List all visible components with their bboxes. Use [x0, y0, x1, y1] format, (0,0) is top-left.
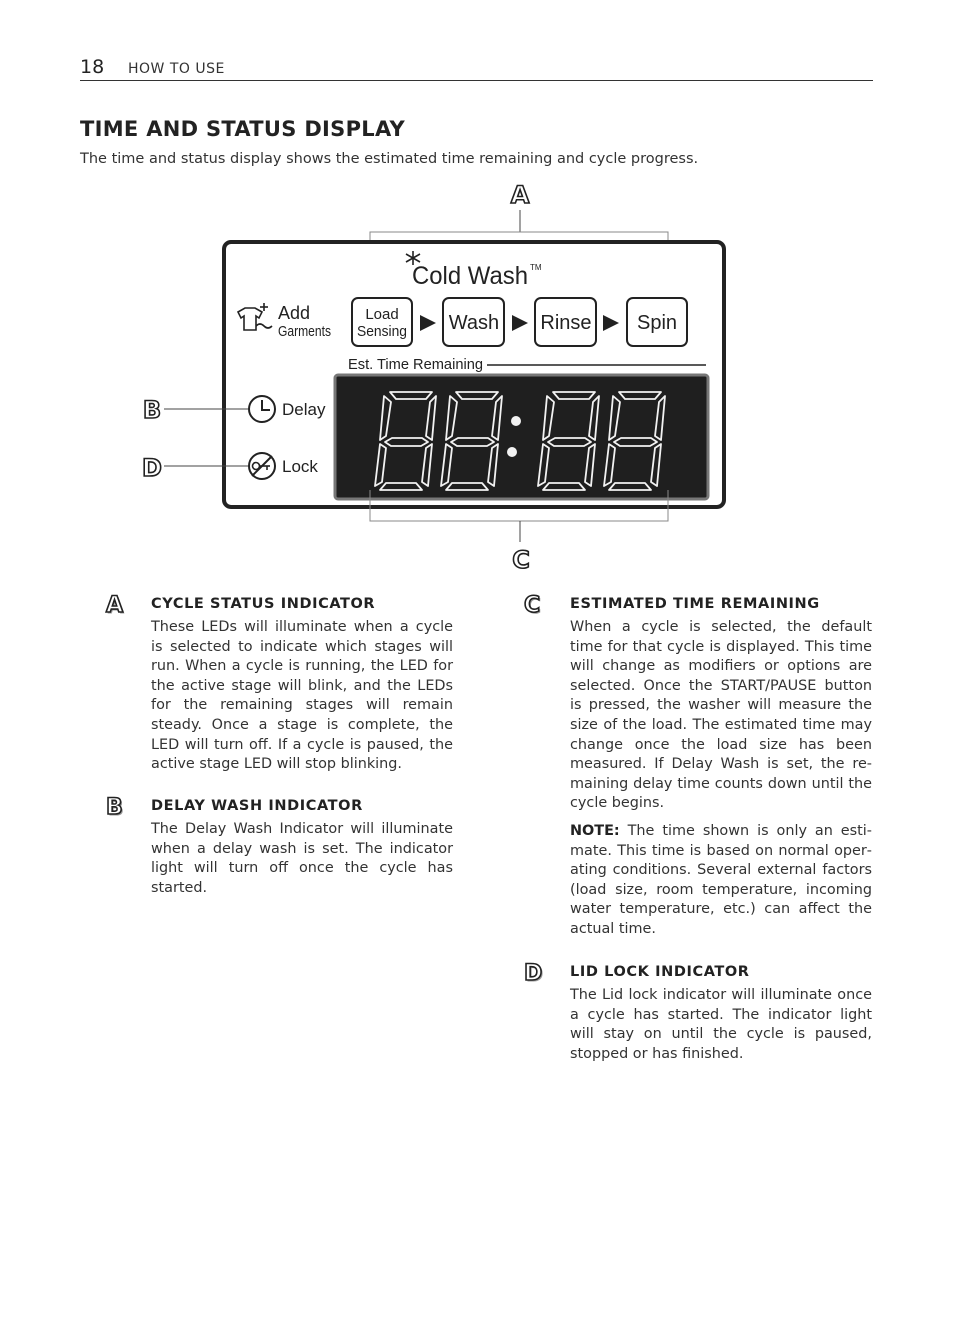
add-garments-line1: Add [278, 303, 311, 323]
display-diagram [0, 0, 954, 600]
add-garments-line2: Garments [278, 323, 331, 340]
trademark: TM [530, 263, 542, 272]
item-b-letter: B [106, 795, 123, 820]
intro-text: The time and status display shows the estimated time remaining and cycle progress. [80, 151, 699, 167]
item-c-note [570, 822, 872, 940]
note-body: The time shown is only an estimate. This time is based on normal operating conditions. Several external factors (load size, room temperature, incoming water temperature, etc.) can affect the actual time. [570, 822, 872, 937]
item-d-letter: D [524, 961, 543, 986]
cold-wash-logo: Cold Wash [412, 262, 528, 290]
lock-label: Lock [282, 457, 318, 476]
svg-text:Sensing: Sensing [357, 323, 407, 340]
section-label: HOW TO USE [128, 61, 225, 77]
page-title: TIME AND STATUS DISPLAY [80, 117, 406, 141]
item-est-time [570, 596, 872, 940]
page-number: 18 [80, 56, 105, 78]
svg-text:Wash: Wash [448, 312, 500, 334]
item-b-heading: DELAY WASH INDICATOR [151, 798, 363, 814]
callout-b: B [142, 396, 162, 424]
callout-c: C [512, 546, 530, 574]
svg-text:Spin: Spin [636, 312, 678, 334]
item-cycle-status [151, 596, 453, 775]
item-lid-lock [570, 964, 872, 1064]
callout-a: A [510, 181, 530, 209]
item-d-body: The Lid lock indicator will illuminate once a cycle has started. The indicator light will stay on until the cycle is paused, stopped or has finished. [570, 987, 872, 1062]
callout-d: D [142, 454, 162, 482]
est-time-label: Est. Time Remaining [348, 357, 483, 373]
item-b-body: The Delay Wash Indicator will illuminate when a delay wash is set. The indicator light will turn off once the cycle has started. [151, 821, 453, 896]
item-a-letter: A [106, 593, 124, 618]
svg-text:Rinse: Rinse [540, 312, 592, 334]
svg-text:Load: Load [365, 306, 399, 323]
delay-label: Delay [282, 400, 326, 419]
item-c-letter: C [524, 593, 541, 618]
item-c-heading: ESTIMATED TIME REMAINING [570, 596, 820, 612]
note-label: NOTE: [570, 822, 620, 839]
item-a-body: These LEDs will illuminate when a cycle is selected to indicate which stages will run. When a cycle is running, the LED for the active stage will blink, and the LEDs for the remaining stages will remain steady. Once a stage is complete, the LED will turn off. If a cycle is paused, the active stage LED will stop blinking. [151, 619, 453, 773]
item-a-heading: CYCLE STATUS INDICATOR [151, 596, 376, 612]
item-d-heading: LID LOCK INDICATOR [570, 964, 750, 980]
item-c-body: When a cycle is selected, the default time for that cycle is displayed. This time will change as modifiers or options are selected. Once the START/PAUSE button is pressed, the washer will measure the size of the load. The estimated time may change once the load size has been measured. If Delay Wash is set, the remaining delay time counts down until the cycle begins. [570, 619, 872, 812]
item-delay-wash [151, 798, 453, 898]
